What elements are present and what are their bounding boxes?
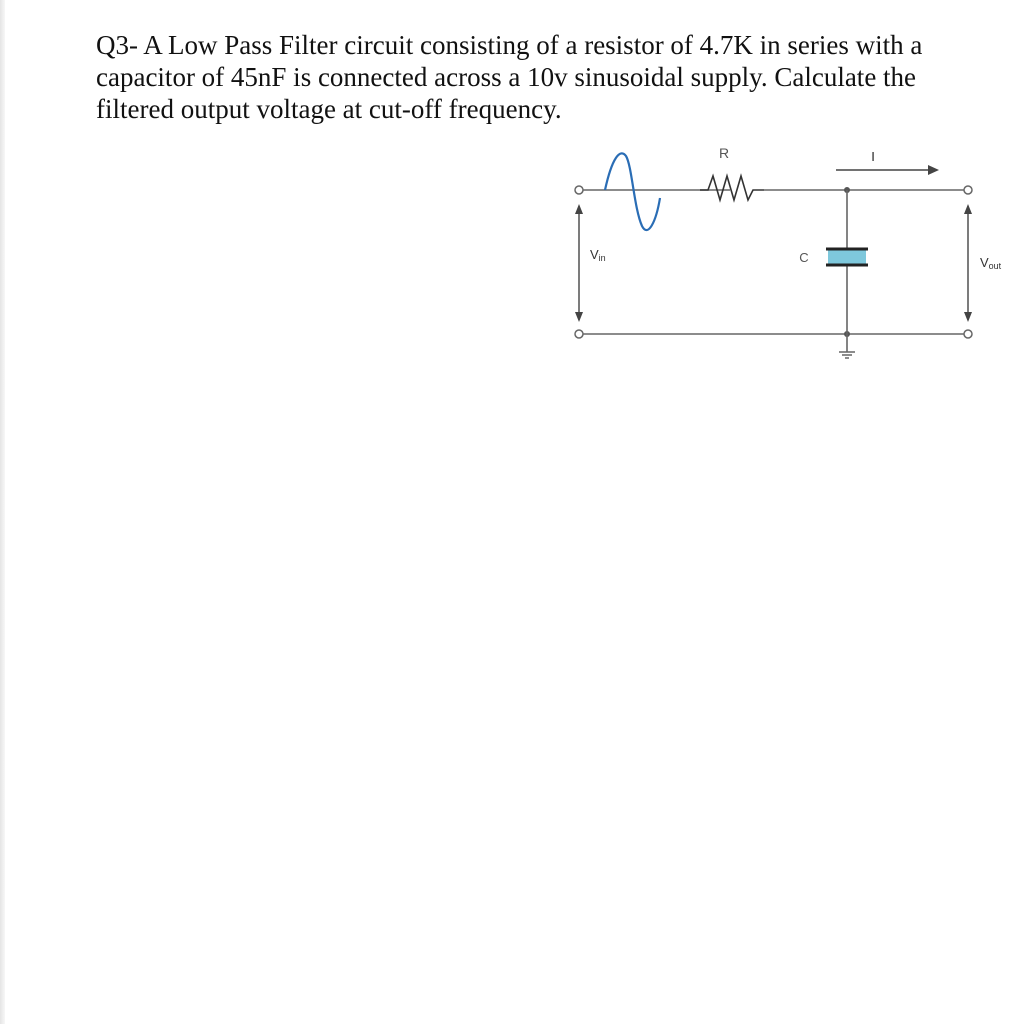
sine-wave-icon [605,153,660,230]
output-top-terminal [964,186,972,194]
question-text [96,29,996,125]
resistor-label: R [718,145,730,161]
vout-arrowhead-down-icon [964,312,972,322]
page-edge [0,0,5,1024]
vout-arrowhead-up-icon [964,204,972,214]
question-line-2: capacitor of 45nF is connected across a 10v sinusoidal supply. Calculate the [96,62,917,92]
vin-arrowhead-up-icon [575,204,583,214]
vin-subscript: in [598,253,606,263]
vout-subscript: out [988,261,1002,271]
resistor-icon [700,176,764,200]
input-top-terminal [575,186,583,194]
question-line-1: Q3- A Low Pass Filter circuit consisting of a resistor of 4.7K in series with a [96,30,923,60]
vout-label [980,255,1002,271]
vin-label [590,247,606,263]
low-pass-filter-diagram [560,138,1009,370]
vin-arrowhead-down-icon [575,312,583,322]
output-bottom-terminal [964,330,972,338]
capacitor-label: C [799,250,809,265]
question-line-3: filtered output voltage at cut-off frequency. [96,94,562,124]
vout-symbol: V [980,255,989,270]
vin-symbol: V [590,247,599,262]
current-arrowhead-icon [928,165,939,175]
current-label: I [871,149,875,164]
input-bottom-terminal [575,330,583,338]
capacitor-icon [828,249,866,265]
